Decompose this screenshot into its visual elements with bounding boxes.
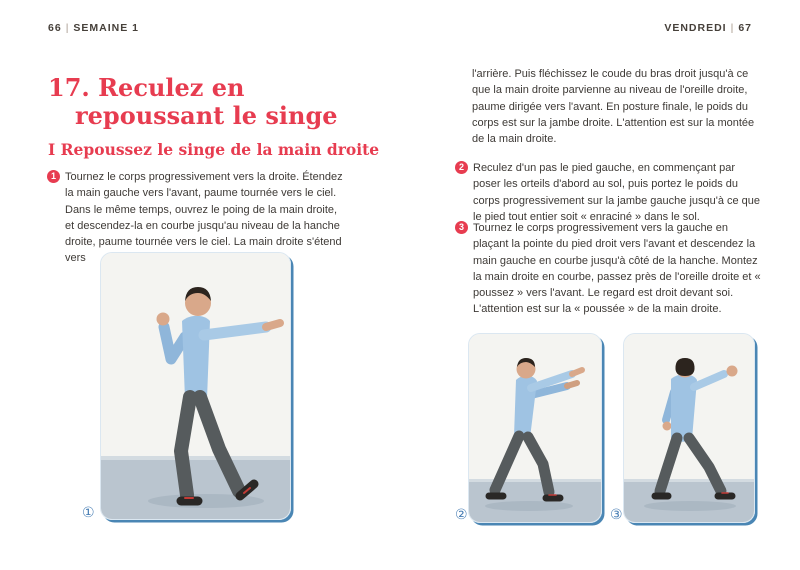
header-separator: | — [65, 22, 70, 34]
chapter-title — [48, 74, 388, 130]
left-page-number: 66 — [48, 22, 62, 34]
left-running-head — [48, 22, 139, 34]
header-separator: | — [730, 22, 735, 34]
photo-step2 — [468, 333, 602, 523]
photo-step3 — [623, 333, 755, 523]
photo-step2-figure — [469, 334, 601, 522]
step-1-text: Tournez le corps progressivement vers la droite. Étendez la main gauche vers l'avant, paume tournée vers le ciel. Dans le même temps, ouvrez le poing de la main droite, et descendez-la en courbe jusqu'au niveau de la hanche droite, paume tournée vers le ciel. La main droite s'étend vers — [65, 171, 343, 265]
step-3-badge: 3 — [455, 221, 468, 234]
step-2-text: Reculez d'un pas le pied gauche, en commençant par poser les orteils d'abord au sol, puis portez le poids du corps progressivement sur la jambe gauche jusqu'à ce que le pied tout entier soit « enraciné » dans le sol. — [473, 162, 761, 223]
step-2-badge: 2 — [455, 161, 468, 174]
step-3-text: Tournez le corps progressivement vers la gauche en plaçant la pointe du pied droit vers l'avant et descendez la main gauche en courbe jusqu'à côté de la hanche. Montez la main droite en courbe, passez près de l'oreille droite et « poussez » vers l'avant. Le regard est droit devant soi. L'attention est sur la « poussée » de la main droite. — [473, 222, 761, 316]
step-1-badge: 1 — [47, 170, 60, 183]
photo-step1-figure — [101, 253, 290, 519]
right-page-number: 67 — [738, 22, 752, 34]
photo-step2-caption: ② — [455, 507, 468, 523]
photo-step3-caption: ③ — [610, 507, 623, 523]
section-label: SEMAINE 1 — [73, 22, 140, 34]
photo-step3-figure — [624, 334, 754, 522]
photo-step1 — [100, 252, 291, 520]
step-1-continuation-text: l'arrière. Puis fléchissez le coude du bras droit jusqu'à ce que la main droite parvienne au niveau de l'oreille droite, paume dirigée vers l'avant. En posture finale, le poids du corps est sur la jambe droite. L'attention est sur la montée de la main droite. — [472, 68, 755, 146]
photo-step1-caption: ① — [82, 505, 95, 521]
step-3 — [455, 220, 764, 318]
section-subtitle: I Repoussez le singe de la main droite — [48, 140, 380, 159]
chapter-title-line2: repoussant le singe — [75, 101, 338, 130]
right-running-head — [664, 22, 752, 34]
chapter-title-line1: 17. Reculez en — [48, 73, 245, 102]
step-2 — [455, 160, 764, 225]
day-label: VENDREDI — [664, 22, 727, 34]
